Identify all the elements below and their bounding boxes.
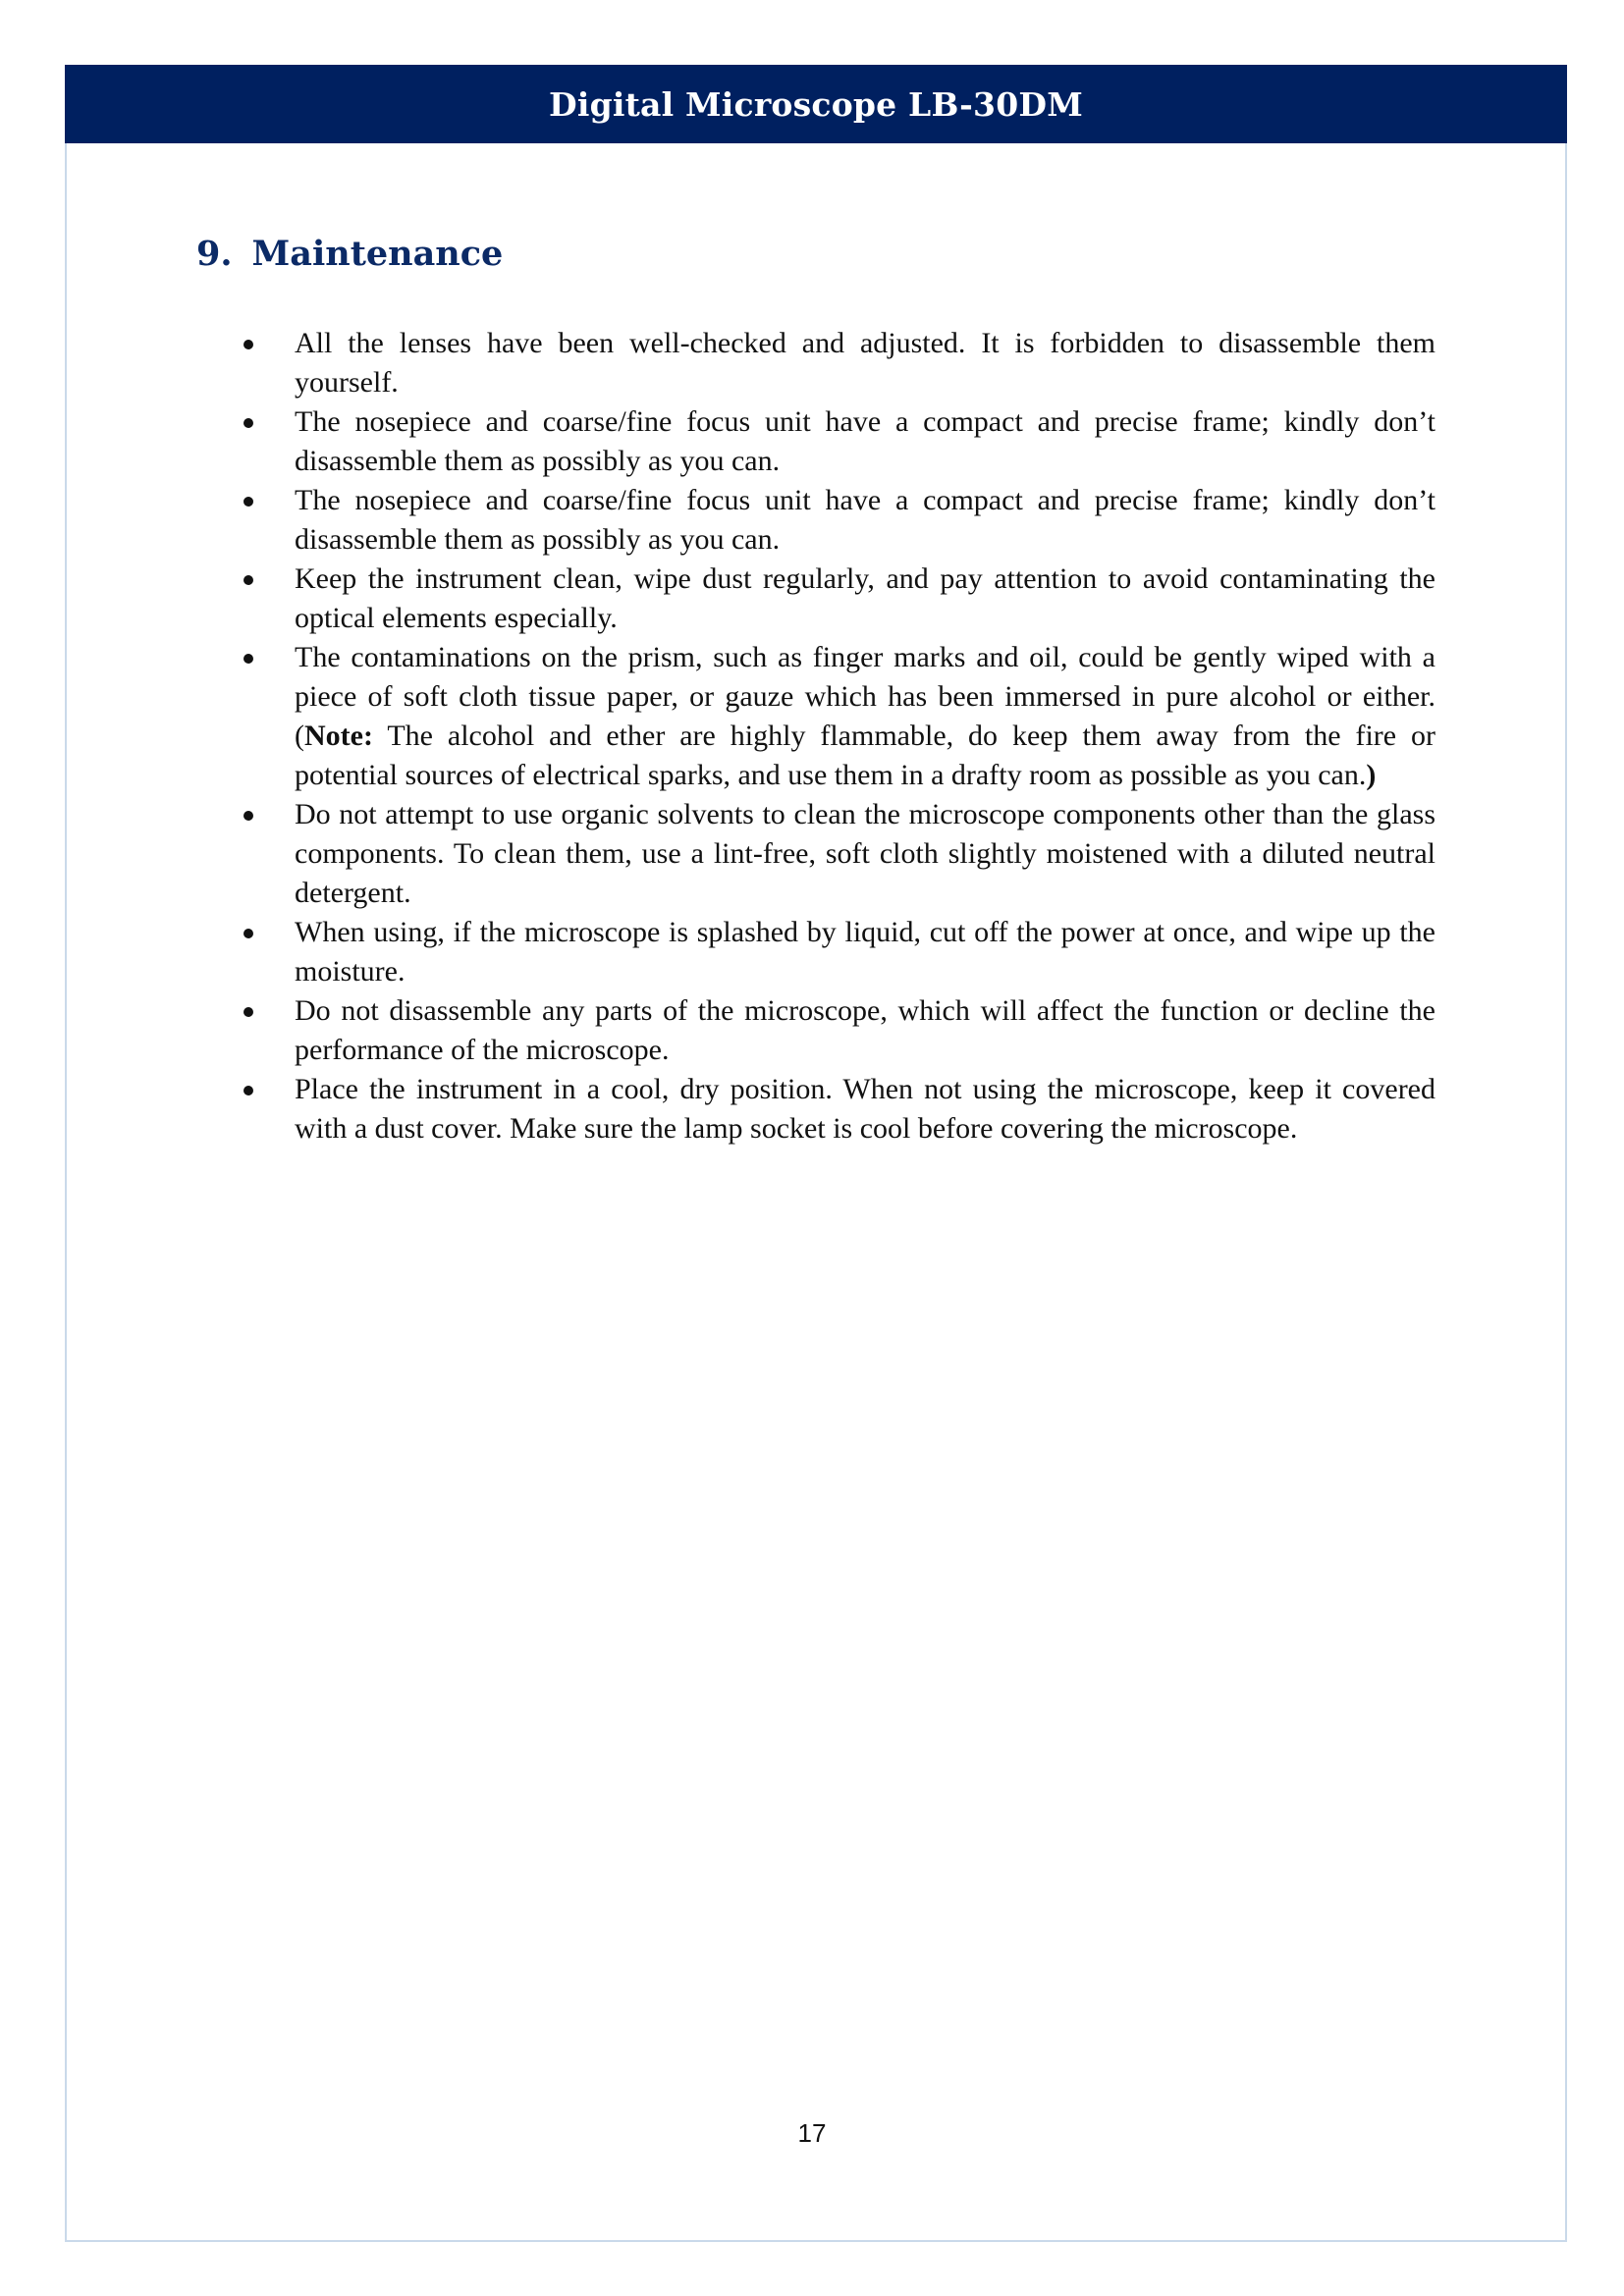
maintenance-list xyxy=(244,324,1435,1148)
list-item-text: The nosepiece and coarse/fine focus unit have a compact and precise frame; kindly don’t disassemble them as possibly as you can. xyxy=(295,484,1435,556)
bullet-icon xyxy=(244,811,253,821)
list-item-text: Place the instrument in a cool, dry position. When not using the microscope, keep it covered with a dust cover. Make sure the lamp socket is cool before covering the microscope. xyxy=(295,1073,1435,1145)
page-number: 17 xyxy=(797,2118,827,2148)
bullet-icon xyxy=(244,340,253,349)
list-item-text: The nosepiece and coarse/fine focus unit have a compact and precise frame; kindly don’t disassemble them as possibly as you can. xyxy=(295,405,1435,477)
bullet-icon xyxy=(244,654,253,664)
bullet-icon xyxy=(244,1086,253,1095)
header-bar xyxy=(65,65,1567,143)
note-closing: ) xyxy=(1366,759,1377,791)
list-item xyxy=(244,638,1435,795)
list-item-text: All the lenses have been well-checked and adjusted. It is forbidden to disassemble them yourself. xyxy=(295,327,1435,399)
note-text: The alcohol and ether are highly flammable, do keep them away from the fire or potential sources of electrical sparks, and use them in a drafty room as possible as you can. xyxy=(295,720,1435,791)
section-heading xyxy=(196,234,503,274)
list-item xyxy=(244,991,1435,1070)
list-item xyxy=(244,1070,1435,1148)
bullet-icon xyxy=(244,418,253,428)
list-item-text: Keep the instrument clean, wipe dust regularly, and pay attention to avoid contaminating the optical elements especially. xyxy=(295,562,1435,634)
bullet-icon xyxy=(244,575,253,585)
list-item xyxy=(244,795,1435,913)
bullet-icon xyxy=(244,1007,253,1017)
document-title: Digital Microscope LB-30DM xyxy=(549,84,1083,124)
section-number: 9. xyxy=(196,234,233,274)
list-item xyxy=(244,402,1435,481)
list-item-text: Do not attempt to use organic solvents to clean the microscope components other than the glass components. To clean them, use a lint-free, soft cloth slightly moistened with a diluted neutral detergent. xyxy=(295,798,1435,909)
list-item-text: The contaminations on the prism, such as finger marks and oil, could be gently wiped with a piece of soft cloth tissue paper, or gauze which has been immersed in pure alcohol or either. ( xyxy=(295,641,1435,752)
bullet-icon xyxy=(244,929,253,938)
list-item xyxy=(244,481,1435,560)
list-item xyxy=(244,560,1435,638)
list-item-text: When using, if the microscope is splashed by liquid, cut off the power at once, and wipe up the moisture. xyxy=(295,916,1435,988)
note-label: Note: xyxy=(304,720,373,752)
section-title: Maintenance xyxy=(251,234,504,274)
list-item xyxy=(244,913,1435,991)
list-item-text: Do not disassemble any parts of the microscope, which will affect the function or decline the performance of the microscope. xyxy=(295,994,1435,1066)
bullet-icon xyxy=(244,497,253,507)
list-item xyxy=(244,324,1435,402)
